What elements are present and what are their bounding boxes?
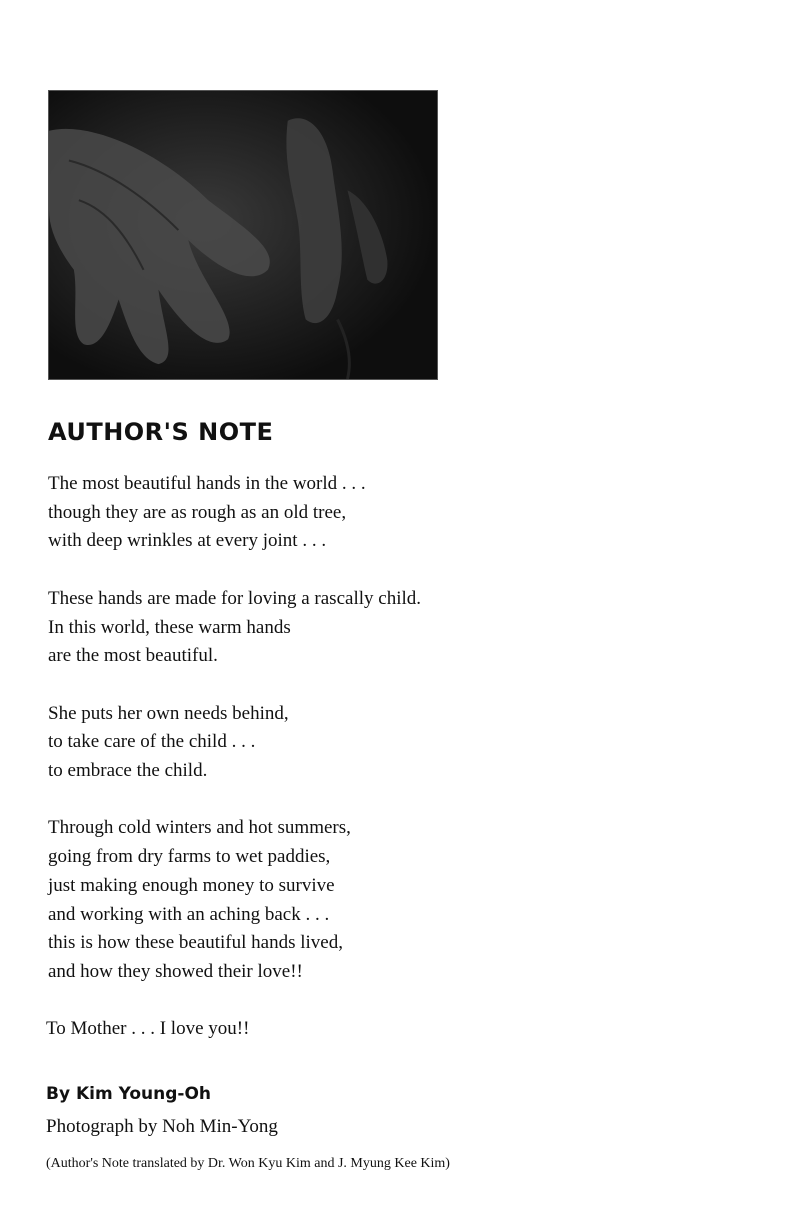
closing-line: To Mother . . . I love you!! xyxy=(46,1018,250,1039)
poem-line: Through cold winters and hot summers, xyxy=(48,817,351,839)
stanza-4 xyxy=(48,814,608,986)
poem-line: and how they showed their love!! xyxy=(48,960,303,982)
translation-credit: (Author's Note translated by Dr. Won Kyu Kim and J. Myung Kee Kim) xyxy=(46,1156,450,1171)
poem-line: The most beautiful hands in the world . . . xyxy=(48,473,366,494)
page-title: AUTHOR'S NOTE xyxy=(48,418,274,446)
poem-line: with deep wrinkles at every joint . . . xyxy=(48,530,327,552)
hands-photo-icon xyxy=(49,91,437,379)
poem-line: She puts her own needs behind, xyxy=(48,702,289,724)
stanza-1 xyxy=(48,470,608,556)
poem-line: These hands are made for loving a rascally child. xyxy=(48,587,421,609)
poem-line: going from dry farms to wet paddies, xyxy=(48,846,331,868)
hands-photograph xyxy=(48,90,438,380)
poem-line: though they are as rough as an old tree, xyxy=(48,501,347,523)
poem-line: are the most beautiful. xyxy=(48,645,218,667)
poem xyxy=(48,470,608,1015)
stanza-3 xyxy=(48,700,608,786)
poem-line: just making enough money to survive xyxy=(48,874,335,896)
author-byline: By Kim Young-Oh xyxy=(46,1084,212,1104)
photo-credit: Photograph by Noh Min-Yong xyxy=(46,1116,278,1137)
poem-line: to take care of the child . . . xyxy=(48,731,256,753)
poem-line: this is how these beautiful hands lived, xyxy=(48,932,343,954)
poem-line: In this world, these warm hands xyxy=(48,616,291,638)
stanza-2 xyxy=(48,585,608,671)
poem-line: and working with an aching back . . . xyxy=(48,903,330,925)
poem-line: to embrace the child. xyxy=(48,760,208,781)
